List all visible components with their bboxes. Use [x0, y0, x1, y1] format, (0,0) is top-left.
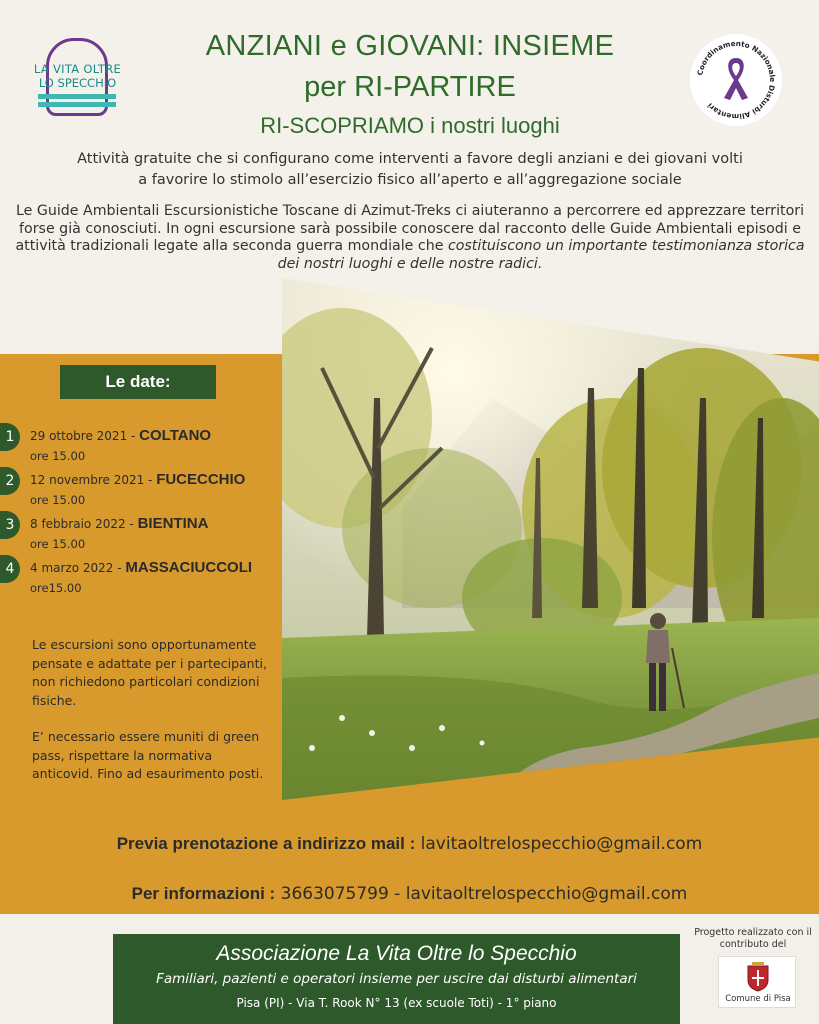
logo-text-line2: LO SPECCHIO [38, 76, 117, 90]
info-label: Per informazioni : [131, 884, 276, 903]
info-line [0, 884, 819, 904]
date-time: ore 15.00 [30, 449, 86, 463]
info-contacts[interactable]: 3663075799 - lavitaoltrelospecchio@gmail.com [275, 884, 688, 904]
date-number-badge: 2 [0, 467, 20, 495]
date-text: 12 novembre 2021 - [30, 473, 157, 487]
page-title-line1: ANZIANI e GIOVANI: INSIEME [205, 30, 615, 62]
date-line [30, 471, 245, 488]
date-time: ore 15.00 [30, 537, 86, 551]
logo-text-line1: LA VITA OLTRE [33, 62, 122, 76]
booking-label: Previa prenotazione a indirizzo mail : [116, 834, 416, 853]
guide-text: Le Guide Ambientali Escursionistiche Toscane di Azimut-Treks ci aiuteranno a percorrere ed apprezzare territori forse già conosciuti. In ogni escursione sarà possibile conoscere dal racconto delle Guide Ambientali episodi e attività tradizionali legate alla seconda guerra mondiale che [15, 203, 805, 254]
date-line [30, 559, 252, 576]
logo-circular-text: Coordinamento Nazionale Disturbi Alimentari [695, 38, 778, 122]
association-footer [113, 934, 680, 1024]
date-number-badge: 3 [0, 511, 20, 539]
ribbon-logo-graphic [690, 34, 782, 126]
date-text: 4 marzo 2022 - [30, 561, 126, 575]
date-text: 29 ottobre 2021 - [30, 429, 140, 443]
notes-paragraph: E’ necessario essere muniti di green pass, rispettare la normativa anticovid. Fino ad esaurimento posti. [32, 729, 264, 781]
footer-address: Pisa (PI) - Via T. Rook N° 13 (ex scuole Toti) - 1° piano [236, 996, 557, 1010]
comune-di-pisa-logo [718, 956, 796, 1008]
logo-stripe [38, 94, 116, 99]
date-place: MASSACIUCCOLI [125, 559, 253, 576]
date-line [30, 427, 211, 444]
comune-name: Comune di Pisa [725, 994, 791, 1004]
date-text: 8 febbraio 2022 - [30, 517, 138, 531]
page-title-line2: per RI-PARTIRE [304, 71, 516, 103]
sponsor-label [688, 927, 818, 951]
la-vita-oltre-lo-specchio-logo [30, 36, 125, 122]
logo-stripe [38, 102, 116, 107]
intro-line2: a favorire lo stimolo all’esercizio fisico all’aperto e all’aggregazione sociale [138, 172, 682, 188]
date-time: ore 15.00 [30, 493, 86, 507]
sponsor-label-line1: Progetto realizzato con il [694, 927, 812, 938]
booking-email-link[interactable]: lavitaoltrelospecchio@gmail.com [415, 834, 703, 854]
guide-text-italic: costituiscono un importante testimonianza storica dei nostri luoghi e delle nostre radici. [277, 238, 805, 272]
notes-paragraph: Le escursioni sono opportunamente pensate e adattate per i partecipanti, non richiedono particolari condizioni fisiche. [32, 637, 267, 708]
notes [32, 636, 272, 784]
coordinamento-nazionale-logo [690, 34, 782, 126]
forest-illustration [282, 278, 819, 800]
dates-title: Le date: [60, 365, 216, 399]
date-number-badge: 1 [0, 423, 20, 451]
page-subtitle: RI-SCOPRIAMO i nostri luoghi [260, 113, 560, 138]
sponsor-label-line2: contributo del [719, 939, 787, 950]
date-place: BIENTINA [137, 515, 209, 532]
date-line [30, 515, 208, 532]
footer-title: Associazione La Vita Oltre lo Specchio [216, 942, 577, 965]
date-place: COLTANO [139, 427, 212, 444]
purple-ribbon-icon [724, 58, 748, 100]
booking-line [0, 834, 819, 854]
pisa-crest-icon [746, 962, 770, 992]
intro-line1: Attività gratuite che si configurano come interventi a favore degli anziani e dei giovani volti [77, 151, 743, 167]
date-place: FUCECCHIO [156, 471, 246, 488]
footer-subtitle: Familiari, pazienti e operatori insieme per uscire dai disturbi alimentari [156, 971, 637, 987]
date-time: ore15.00 [30, 581, 82, 595]
date-number-badge: 4 [0, 555, 20, 583]
forest-path-photo [282, 278, 819, 800]
intro-text [40, 149, 780, 191]
guide-paragraph [4, 203, 816, 273]
